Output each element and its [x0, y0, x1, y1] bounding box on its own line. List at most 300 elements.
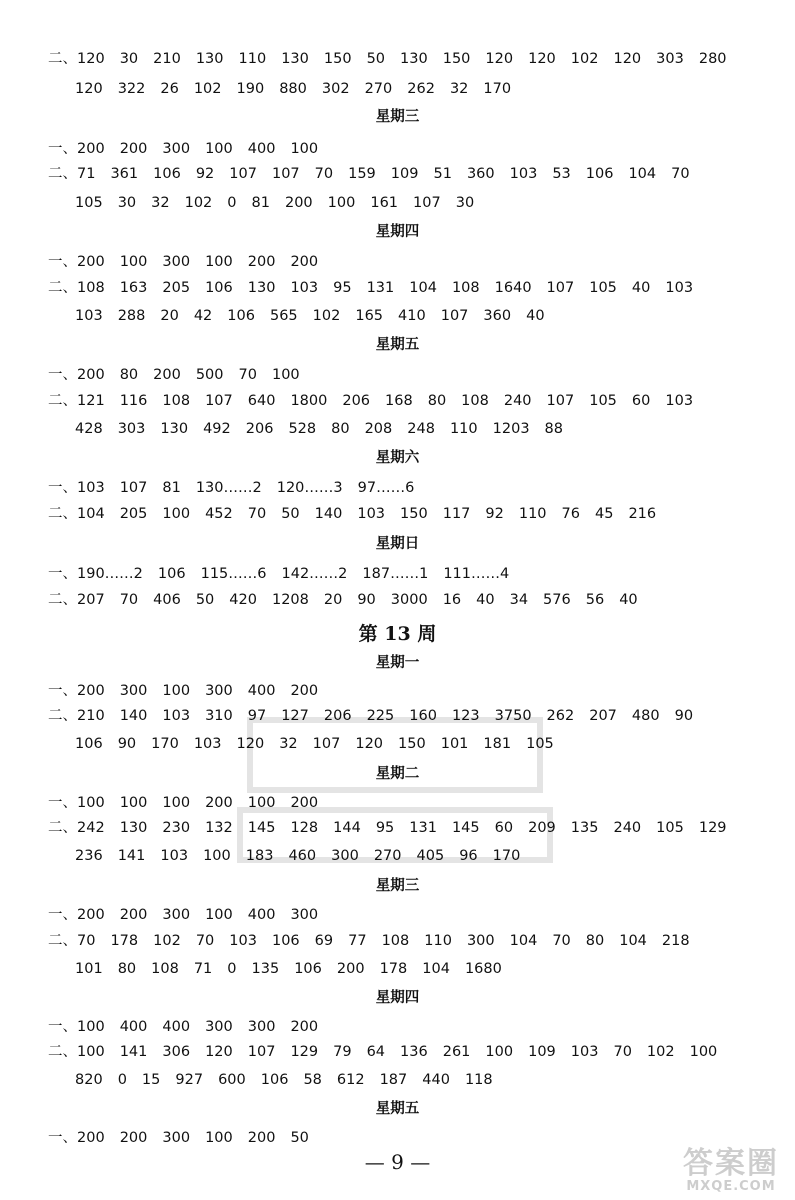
answer-line [0, 307, 795, 325]
answer-value: 102 [193, 81, 222, 97]
answer-value: 100 [485, 1044, 514, 1060]
answer-value: 452 [205, 506, 233, 522]
answer-line [0, 80, 795, 98]
answer-value: 880 [279, 81, 307, 97]
day-heading: 星期五 [375, 1100, 420, 1117]
answer-value: 77 [348, 933, 367, 949]
answer-value: 70 [314, 166, 334, 182]
question-number: 二、 [48, 393, 77, 409]
answer-value: 107 [413, 195, 441, 211]
answer-value: 120 [485, 51, 514, 67]
answer-value: 205 [162, 280, 191, 296]
answer-value: 1800 [290, 393, 328, 409]
answer-value: 170 [151, 736, 179, 752]
answer-value: 200 [77, 254, 105, 270]
answer-value: 130 [195, 51, 224, 67]
question-number: 二、 [48, 51, 77, 67]
answer-value: 70 [247, 506, 267, 522]
answer-value: 80 [331, 421, 350, 437]
answer-value: 131 [366, 280, 395, 296]
answer-value: 110 [238, 51, 267, 67]
question-number: 一、 [48, 795, 77, 811]
answer-value: 218 [661, 933, 690, 949]
answer-value: 58 [303, 1072, 322, 1088]
answer-value: 242 [77, 820, 105, 836]
answer-value: 205 [119, 506, 148, 522]
answer-value: 100 [162, 795, 191, 811]
answer-value: 32 [151, 195, 170, 211]
answer-value: 110 [518, 506, 547, 522]
answer-value: 69 [314, 933, 334, 949]
answer-value: 32 [279, 736, 298, 752]
answer-value: 200 [119, 1130, 148, 1146]
day-heading: 星期六 [375, 449, 420, 466]
answer-value: 95 [333, 280, 352, 296]
answer-value: 200 [205, 795, 233, 811]
week-title: 第 13 周 [358, 623, 437, 645]
answer-value: 104 [628, 166, 657, 182]
answer-value: 1208 [271, 592, 309, 608]
answer-value: 106 [294, 961, 322, 977]
day-heading: 星期二 [375, 765, 420, 782]
answer-line [0, 1071, 795, 1089]
answer-value: 97 [247, 708, 267, 724]
page-number: — 9 — [364, 1150, 431, 1174]
answer-value: 40 [476, 592, 495, 608]
answer-value: 120……3 [276, 480, 343, 496]
answer-value: 0 [227, 961, 237, 977]
answer-value: 200 [77, 683, 105, 699]
answer-line [0, 1129, 795, 1147]
answer-value: 120 [528, 51, 556, 67]
answer-value: 3000 [390, 592, 428, 608]
answer-value: 428 [75, 421, 103, 437]
answer-value: 640 [247, 393, 276, 409]
answer-value: 40 [619, 592, 638, 608]
answer-value: 101 [75, 961, 103, 977]
answer-value: 120 [77, 51, 105, 67]
answer-line [0, 165, 795, 183]
answer-value: 130 [400, 51, 428, 67]
answer-value: 80 [585, 933, 605, 949]
day-heading: 星期三 [375, 877, 420, 894]
answer-value: 0 [117, 1072, 127, 1088]
answer-value: 53 [552, 166, 571, 182]
answer-value: 160 [409, 708, 437, 724]
answer-value: 108 [451, 280, 480, 296]
answer-value: 108 [77, 280, 105, 296]
answer-value: 210 [153, 51, 181, 67]
answer-value: 130 [160, 421, 189, 437]
answer-value: 81 [162, 480, 181, 496]
answer-value: 79 [333, 1044, 352, 1060]
answer-value: 51 [433, 166, 452, 182]
answer-line [0, 194, 795, 212]
answer-value: 306 [162, 1044, 191, 1060]
answer-value: 130 [281, 51, 309, 67]
answer-value: 600 [218, 1072, 246, 1088]
answer-value: 300 [119, 683, 148, 699]
answer-value: 107 [440, 308, 469, 324]
answer-value: 106 [75, 736, 103, 752]
answer-value: 105 [526, 736, 554, 752]
answer-value: 20 [160, 308, 179, 324]
answer-value: 165 [355, 308, 384, 324]
answer-value: 300 [466, 933, 495, 949]
answer-value: 110 [449, 421, 478, 437]
answer-value: 92 [195, 166, 215, 182]
answer-value: 131 [409, 820, 437, 836]
answer-value: 40 [631, 280, 651, 296]
answer-value: 92 [485, 506, 504, 522]
question-number: 一、 [48, 683, 77, 699]
answer-value: 109 [528, 1044, 556, 1060]
answer-value: 261 [442, 1044, 471, 1060]
answer-value: 132 [205, 820, 233, 836]
answer-value: 492 [203, 421, 231, 437]
day-heading: 星期四 [375, 989, 420, 1006]
answer-value: 102 [312, 308, 341, 324]
answer-value: 150 [398, 736, 426, 752]
answer-line [0, 505, 795, 523]
answer-value: 240 [503, 393, 532, 409]
answer-value: 200 [77, 367, 105, 383]
answer-value: 565 [269, 308, 298, 324]
answer-value: 145 [247, 820, 276, 836]
answer-value: 103 [229, 933, 257, 949]
question-number: 二、 [48, 166, 77, 182]
question-number: 二、 [48, 708, 77, 724]
answer-value: 360 [466, 166, 495, 182]
answer-line [0, 279, 795, 297]
answer-value: 30 [455, 195, 475, 211]
answer-value: 303 [656, 51, 684, 67]
answer-value: 612 [336, 1072, 365, 1088]
answer-value: 136 [400, 1044, 428, 1060]
answer-value: 280 [698, 51, 727, 67]
answer-line [0, 140, 795, 158]
answer-value: 1203 [492, 421, 530, 437]
answer-value: 150 [400, 506, 428, 522]
answer-value: 288 [117, 308, 146, 324]
answer-value: 70 [119, 592, 139, 608]
answer-value: 300 [205, 683, 233, 699]
answer-value: 128 [290, 820, 319, 836]
answer-value: 170 [483, 81, 512, 97]
answer-value: 117 [442, 506, 471, 522]
answer-value: 76 [561, 506, 580, 522]
answer-value: 460 [288, 848, 317, 864]
answer-value: 420 [229, 592, 257, 608]
answer-value: 303 [117, 421, 146, 437]
answer-value: 81 [251, 195, 270, 211]
answer-value: 206 [323, 708, 352, 724]
answer-value: 129 [290, 1044, 319, 1060]
answer-value: 410 [398, 308, 426, 324]
answer-value: 820 [75, 1072, 103, 1088]
answer-value: 150 [442, 51, 471, 67]
question-number: 二、 [48, 933, 77, 949]
answer-value: 90 [357, 592, 376, 608]
answer-value: 107 [205, 393, 233, 409]
answer-value: 0 [227, 195, 237, 211]
answer-value: 103 [193, 736, 222, 752]
answer-value: 20 [323, 592, 343, 608]
answer-value: 103 [162, 708, 191, 724]
answer-value: 187 [379, 1072, 408, 1088]
answer-value: 105 [75, 195, 103, 211]
answer-value: 90 [674, 708, 694, 724]
answer-value: 104 [77, 506, 105, 522]
answer-value: 88 [544, 421, 563, 437]
answer-value: 200 [247, 1130, 276, 1146]
answer-value: 100 [205, 141, 233, 157]
answer-value: 30 [117, 195, 137, 211]
watermark-logo-text: 答案圈 [683, 1145, 779, 1181]
answer-value: 70 [671, 166, 690, 182]
answer-value: 208 [364, 421, 393, 437]
answer-value: 100 [77, 795, 105, 811]
answer-value: 200 [290, 795, 319, 811]
answer-value: 71 [193, 961, 213, 977]
answer-value: 106 [227, 308, 255, 324]
answer-value: 100 [77, 1019, 105, 1035]
answer-value: 230 [162, 820, 191, 836]
answer-value: 187……1 [362, 566, 429, 582]
answer-value: 302 [321, 81, 350, 97]
answer-value: 100 [327, 195, 356, 211]
answer-value: 161 [370, 195, 399, 211]
answer-value: 200 [290, 1019, 319, 1035]
day-heading: 星期日 [375, 535, 420, 552]
answer-value: 120 [236, 736, 265, 752]
question-number: 一、 [48, 254, 77, 270]
answer-value: 300 [162, 907, 191, 923]
answer-value: 135 [570, 820, 599, 836]
answer-value: 181 [483, 736, 512, 752]
answer-value: 100 [203, 848, 231, 864]
answer-line [0, 565, 795, 583]
answer-value: 300 [162, 254, 191, 270]
answer-value: 142……2 [281, 566, 348, 582]
answer-value: 100 [689, 1044, 718, 1060]
answer-value: 32 [449, 81, 469, 97]
question-number: 一、 [48, 141, 77, 157]
answer-value: 106 [153, 166, 181, 182]
answer-value: 200 [77, 907, 105, 923]
answer-value: 1640 [494, 280, 532, 296]
answer-line [0, 420, 795, 438]
answer-value: 50 [290, 1130, 309, 1146]
answer-line [0, 1018, 795, 1036]
answer-value: 107 [119, 480, 148, 496]
answer-value: 123 [451, 708, 480, 724]
answer-value: 107 [546, 280, 575, 296]
answer-value: 50 [281, 506, 300, 522]
answer-value: 216 [628, 506, 657, 522]
question-number: 二、 [48, 592, 77, 608]
answer-value: 100 [205, 1130, 233, 1146]
answer-value: 130……2 [195, 480, 262, 496]
answer-value: 207 [589, 708, 617, 724]
answer-value: 50 [195, 592, 215, 608]
answer-value: 70 [613, 1044, 632, 1060]
answer-value: 15 [141, 1072, 161, 1088]
answer-value: 183 [245, 848, 274, 864]
answer-value: 107 [546, 393, 575, 409]
answer-value: 100 [119, 254, 148, 270]
site-watermark [683, 1147, 779, 1194]
answer-value: 100 [205, 907, 233, 923]
answer-value: 104 [619, 933, 647, 949]
answer-value: 170 [492, 848, 521, 864]
answer-value: 248 [407, 421, 435, 437]
answer-value: 1680 [464, 961, 502, 977]
answer-value: 80 [427, 393, 447, 409]
day-heading: 星期三 [375, 108, 420, 125]
answer-value: 90 [117, 736, 137, 752]
answer-value: 400 [247, 907, 276, 923]
answer-value: 262 [407, 81, 435, 97]
answer-value: 310 [205, 708, 233, 724]
day-heading: 星期四 [375, 223, 420, 240]
answer-value: 108 [162, 393, 191, 409]
answer-value: 190……2 [77, 566, 143, 582]
answer-value: 16 [442, 592, 462, 608]
answer-value: 107 [229, 166, 257, 182]
answer-line [0, 932, 795, 950]
answer-value: 127 [281, 708, 309, 724]
answer-value: 103 [75, 308, 103, 324]
answer-value: 400 [247, 683, 276, 699]
answer-value: 80 [117, 961, 137, 977]
answer-line [0, 479, 795, 497]
answer-value: 178 [379, 961, 408, 977]
answer-value: 106 [271, 933, 300, 949]
answer-value: 97……6 [357, 480, 415, 496]
day-heading: 星期一 [375, 654, 420, 671]
answer-value: 207 [77, 592, 105, 608]
answer-value: 576 [543, 592, 571, 608]
answer-value: 100 [271, 367, 300, 383]
answer-value: 225 [366, 708, 395, 724]
answer-value: 108 [461, 393, 489, 409]
answer-value: 34 [509, 592, 529, 608]
answer-value: 200 [77, 1130, 105, 1146]
question-number: 二、 [48, 820, 77, 836]
answer-value: 3750 [494, 708, 532, 724]
answer-value: 270 [373, 848, 402, 864]
answer-value: 30 [119, 51, 139, 67]
answer-value: 115……6 [200, 566, 267, 582]
answer-value: 96 [459, 848, 478, 864]
answer-value: 104 [409, 280, 437, 296]
answer-value: 400 [162, 1019, 191, 1035]
answer-value: 405 [416, 848, 445, 864]
answer-value: 103 [509, 166, 538, 182]
answer-value: 236 [75, 848, 103, 864]
answer-value: 106 [260, 1072, 289, 1088]
answer-value: 111……4 [443, 566, 510, 582]
answer-value: 200 [153, 367, 181, 383]
answer-value: 270 [364, 81, 393, 97]
answer-value: 361 [110, 166, 139, 182]
answer-value: 103 [570, 1044, 599, 1060]
answer-value: 178 [110, 933, 139, 949]
answer-line [0, 50, 795, 68]
answer-line [0, 253, 795, 271]
answer-value: 200 [119, 907, 148, 923]
answer-value: 80 [119, 367, 139, 383]
answer-value: 200 [290, 683, 319, 699]
answer-value: 109 [390, 166, 419, 182]
answer-value: 480 [631, 708, 660, 724]
answer-value: 210 [77, 708, 105, 724]
answer-value: 300 [247, 1019, 276, 1035]
answer-value: 106 [205, 280, 233, 296]
answer-value: 26 [160, 81, 179, 97]
answer-value: 130 [247, 280, 276, 296]
answer-value: 200 [284, 195, 313, 211]
answer-value: 102 [184, 195, 213, 211]
question-number: 二、 [48, 280, 77, 296]
answer-value: 103 [290, 280, 319, 296]
answer-value: 129 [698, 820, 727, 836]
answer-value: 200 [119, 141, 148, 157]
answer-value: 100 [205, 254, 233, 270]
answer-value: 64 [366, 1044, 386, 1060]
answer-value: 108 [381, 933, 410, 949]
answer-value: 102 [153, 933, 181, 949]
answer-value: 103 [665, 393, 694, 409]
answer-value: 42 [193, 308, 213, 324]
answer-value: 70 [195, 933, 215, 949]
answer-value: 110 [424, 933, 452, 949]
faded-stamp-graphic [230, 700, 560, 870]
answer-value: 70 [552, 933, 571, 949]
answer-value: 103 [77, 480, 105, 496]
answer-value: 100 [247, 795, 276, 811]
question-number: 一、 [48, 1130, 77, 1146]
answer-value: 120 [75, 81, 103, 97]
answer-value: 70 [77, 933, 96, 949]
answer-value: 100 [290, 141, 319, 157]
answer-line [0, 960, 795, 978]
answer-value: 322 [117, 81, 146, 97]
answer-value: 528 [288, 421, 317, 437]
answer-value: 200 [336, 961, 365, 977]
answer-value: 150 [323, 51, 352, 67]
answer-value: 141 [117, 848, 146, 864]
answer-value: 50 [366, 51, 386, 67]
answer-value: 103 [357, 506, 386, 522]
answer-value: 118 [464, 1072, 493, 1088]
answer-value: 300 [331, 848, 359, 864]
answer-value: 300 [162, 1130, 191, 1146]
answer-value: 60 [494, 820, 514, 836]
answer-line [0, 1043, 795, 1061]
question-number: 一、 [48, 907, 77, 923]
answer-value: 107 [271, 166, 300, 182]
answer-value: 120 [205, 1044, 233, 1060]
answer-value: 300 [290, 907, 319, 923]
answer-value: 100 [162, 506, 191, 522]
answer-value: 104 [422, 961, 450, 977]
answer-value: 106 [157, 566, 186, 582]
answer-value: 927 [175, 1072, 204, 1088]
answer-value: 406 [153, 592, 181, 608]
watermark-url-text: MXQE.COM [686, 1178, 776, 1194]
